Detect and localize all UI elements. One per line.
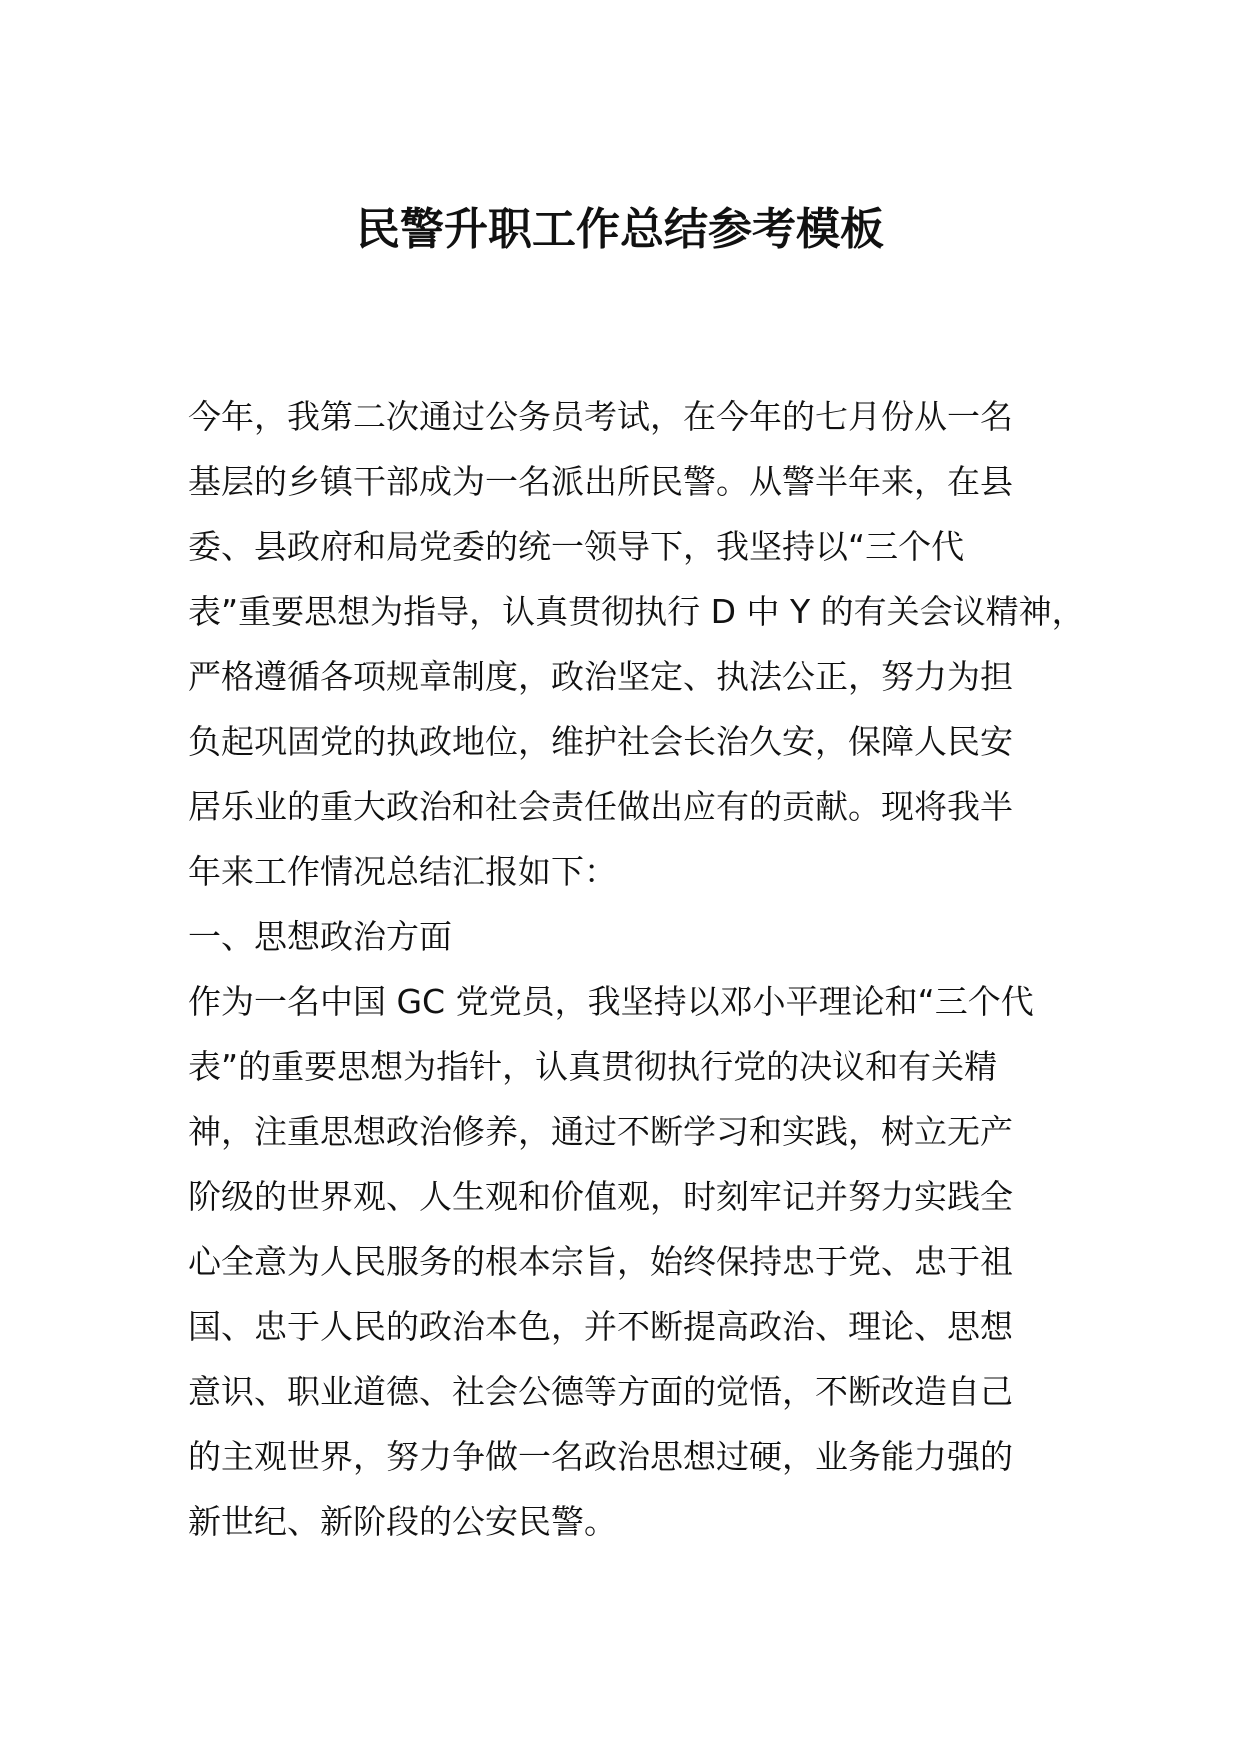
document-body — [188, 384, 1085, 1554]
text-line: 新世纪、新阶段的公安民警。 — [188, 1502, 617, 1541]
text-line: 严格遵循各项规章制度，政治坚定、执法公正，努力为担 — [188, 657, 1013, 696]
text-line: 心全意为人民服务的根本宗旨，始终保持忠于党、忠于祖 — [188, 1242, 1013, 1281]
document-title: 民警升职工作总结参考模板 — [356, 204, 884, 255]
text-line: 阶级的世界观、人生观和价值观，时刻牢记并努力实践全 — [188, 1177, 1013, 1216]
text-line: 今年，我第二次通过公务员考试，在今年的七月份从一名 — [188, 397, 1013, 436]
text-line: 表”的重要思想为指针，认真贯彻执行党的决议和有关精 — [188, 1047, 998, 1086]
text-line: 基层的乡镇干部成为一名派出所民警。从警半年来，在县 — [188, 462, 1013, 501]
text-line: 的主观世界，努力争做一名政治思想过硬，业务能力强的 — [188, 1437, 1013, 1476]
text-line: 神，注重思想政治修养，通过不断学习和实践，树立无产 — [188, 1112, 1013, 1151]
text-line: 国、忠于人民的政治本色，并不断提高政治、理论、思想 — [188, 1307, 1013, 1346]
text-line: 年来工作情况总结汇报如下： — [188, 852, 617, 891]
text-line: 意识、职业道德、社会公德等方面的觉悟，不断改造自己 — [188, 1372, 1013, 1411]
section-heading: 一、思想政治方面 — [188, 917, 452, 956]
text-line: 作为一名中国 GC 党党员，我坚持以邓小平理论和“三个代 — [188, 982, 1034, 1021]
text-line: 委、县政府和局党委的统一领导下，我坚持以“三个代 — [188, 527, 965, 566]
text-line: 居乐业的重大政治和社会责任做出应有的贡献。现将我半 — [188, 787, 1013, 826]
text-line: 表”重要思想为指导，认真贯彻执行 D 中 Y 的有关会议精神， — [188, 592, 1085, 631]
text-line: 负起巩固党的执政地位，维护社会长治久安，保障人民安 — [188, 722, 1013, 761]
